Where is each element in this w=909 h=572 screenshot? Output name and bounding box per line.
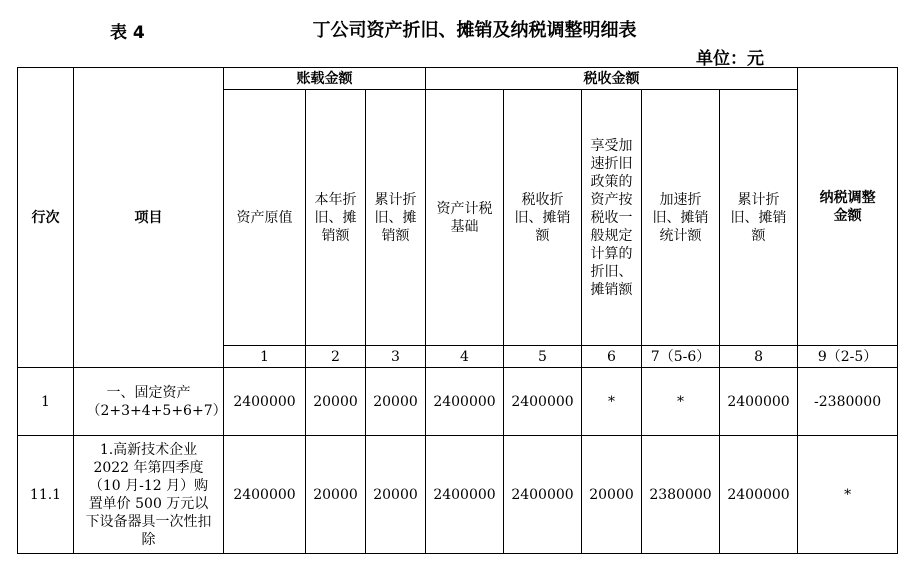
subheader-current-depreciation: 本年折旧、摊销额 [306,90,366,346]
row-value: 20000 [306,436,366,554]
subheader-accelerated-statistic: 加速折旧、摊销统计额 [642,90,720,346]
header-item: 项目 [74,68,224,368]
subheader-accumulated-depreciation: 累计折旧、摊销额 [366,90,426,346]
row-value: 20000 [582,436,642,554]
col-number: 4 [426,346,504,368]
col-number: 5 [504,346,582,368]
row-value: 2400000 [720,368,798,436]
subheader-general-depreciation: 享受加速折旧政策的资产按税收一般规定计算的折旧、摊销额 [582,90,642,346]
row-value: 2400000 [720,436,798,554]
row-value: * [582,368,642,436]
row-value: 2400000 [426,368,504,436]
row-value: 2400000 [504,436,582,554]
col-number: 2 [306,346,366,368]
header-row-no: 行次 [18,68,74,368]
header-tax-amount: 税收金额 [426,68,798,90]
row-value: 20000 [366,368,426,436]
table-row [18,436,898,554]
col-number: 3 [366,346,426,368]
col-number: 8 [720,346,798,368]
header-tax-adjustment: 纳税调整金额 [798,68,898,346]
row-value: -2380000 [798,368,898,436]
table-row [18,368,898,436]
row-item: 一、固定资产（2+3+4+5+6+7） [74,368,224,436]
row-no: 1 [18,368,74,436]
subheader-tax-basis: 资产计税基础 [426,90,504,346]
col-number: 7（5-6） [642,346,720,368]
row-item: 1.高新技术企业 2022 年第四季度（10 月-12 月）购置单价 500 万元以下设备器具一次性扣除 [74,436,224,554]
subheader-original-value: 资产原值 [224,90,306,346]
col-number: 9（2-5） [798,346,898,368]
col-number: 6 [582,346,642,368]
row-value: 20000 [366,436,426,554]
row-value: 2400000 [224,368,306,436]
row-value: 2400000 [426,436,504,554]
row-value: * [642,368,720,436]
row-value: 20000 [306,368,366,436]
row-value: 2380000 [642,436,720,554]
subheader-tax-accumulated: 累计折旧、摊销额 [720,90,798,346]
row-value: * [798,436,898,554]
table-label: 表 4 [110,23,145,43]
row-value: 2400000 [504,368,582,436]
subheader-tax-depreciation: 税收折旧、摊销额 [504,90,582,346]
row-no: 11.1 [18,436,74,554]
col-number: 1 [224,346,306,368]
tax-adjustment-table [17,67,898,554]
page-title: 丁公司资产折旧、摊销及纳税调整明细表 [312,20,637,41]
header-book-amount: 账载金额 [224,68,426,90]
unit-label: 单位：元 [696,49,764,69]
row-value: 2400000 [224,436,306,554]
